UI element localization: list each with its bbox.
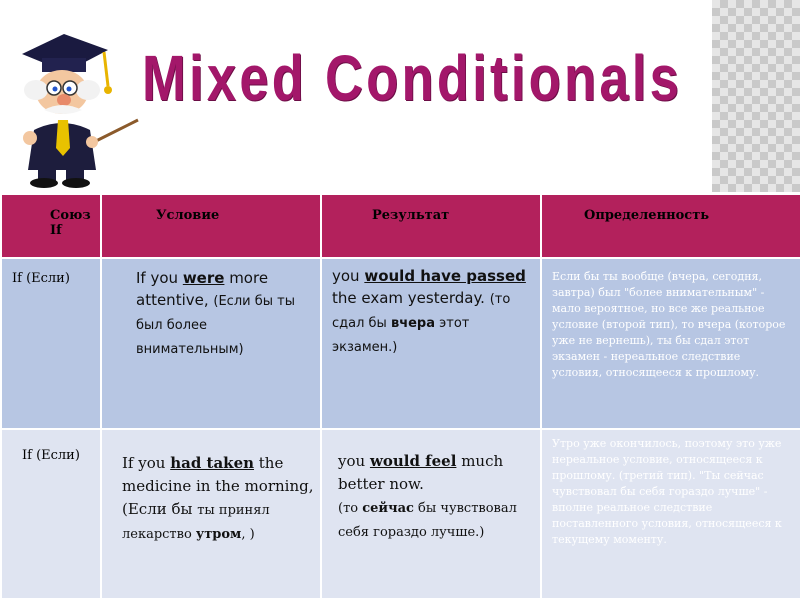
header-result: Результат (321, 194, 541, 258)
condition-text: If you had taken the medicine in the morning, (Если бы ты принял лекарство утром, ) (122, 453, 314, 542)
professor-mascot-icon (4, 20, 142, 188)
result-cell (321, 429, 541, 599)
table-row (1, 429, 800, 599)
condition-cell (101, 258, 321, 428)
checkerboard-decoration (712, 0, 800, 192)
result-cell (321, 258, 541, 428)
header-condition: Условие (101, 194, 321, 258)
certainty-cell: Если бы ты вообще (вчера, сегодня, завтра) был "более внимательным" - мало вероятное, но все же реальное условие (второй тип), то вчера (которое уже не вернешь), ты бы сдал этот экзамен - нереальное следствие условия, относящееся к прошлому. (541, 258, 800, 428)
header-certainty: Определенность (541, 194, 800, 258)
table-row (1, 258, 800, 428)
conj-cell: If (Если) (1, 258, 101, 428)
certainty-cell: Утро уже окончилось, поэтому это уже нереальное условие, относящееся к прошлому. (третий тип). "Ты сейчас чувствовал бы себя гораздо лучше" - вполне реальное следствие поставленного условия, относящееся к текущему моменту. (541, 429, 800, 599)
result-text: you would feel much better now. (то сейчас бы чувствовал себя гораздо лучше.) (338, 451, 517, 540)
page-title: Mixed Conditionals (142, 42, 683, 114)
condition-text: If you were more attentive, (Если бы ты был более внимательным) (136, 269, 295, 358)
table-header-row (1, 194, 800, 258)
conditionals-table (0, 193, 800, 600)
header-conj: Союз If (1, 194, 101, 258)
conj-cell: If (Если) (1, 429, 101, 599)
condition-cell (101, 429, 321, 599)
result-text: you would have passed the exam yesterday. (то сдал бы вчера этот экзамен.) (332, 267, 526, 356)
